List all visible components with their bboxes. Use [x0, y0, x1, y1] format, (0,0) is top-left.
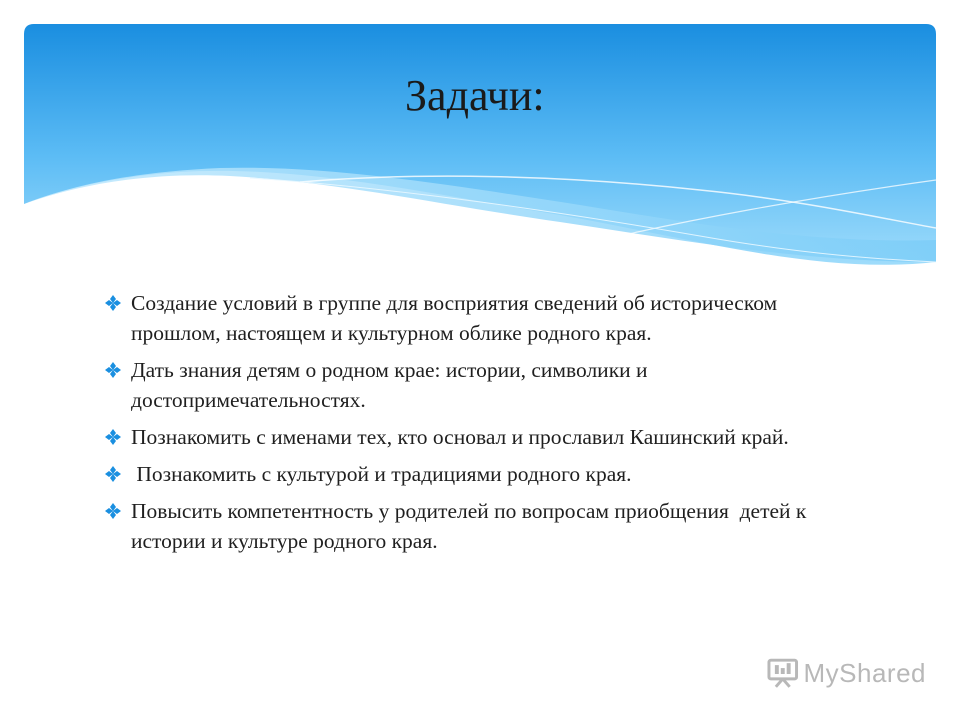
task-text: Повысить компетентность у родителей по вопросам приобщения детей к истории и культуре родного края. [131, 499, 812, 553]
slide-title: Задачи: [405, 71, 545, 120]
task-item-5 [104, 496, 864, 556]
diamond-flower-icon [104, 502, 122, 520]
task-list [104, 288, 864, 563]
header-wave-background [0, 0, 960, 280]
task-text: Дать знания детям о родном крае: истории, символики и достопримечательностях. [131, 358, 648, 412]
diamond-flower-icon [104, 428, 122, 446]
watermark [766, 655, 926, 691]
task-text: Создание условий в группе для восприятия сведений об историческом прошлом, настоящем и культурном облике родного края. [131, 291, 778, 345]
diamond-flower-icon [104, 361, 122, 379]
task-item-2 [104, 355, 864, 415]
presentation-board-icon [766, 657, 800, 689]
task-item-3 [104, 422, 864, 452]
task-text: Познакомить с именами тех, кто основал и прославил Кашинский край. [131, 425, 789, 449]
task-item-4 [104, 459, 864, 489]
task-item-1 [104, 288, 864, 348]
diamond-flower-icon [104, 465, 122, 483]
diamond-flower-icon [104, 294, 122, 312]
task-text: Познакомить с культурой и традициями родного края. [131, 462, 632, 486]
watermark-text: MyShared [803, 657, 926, 688]
